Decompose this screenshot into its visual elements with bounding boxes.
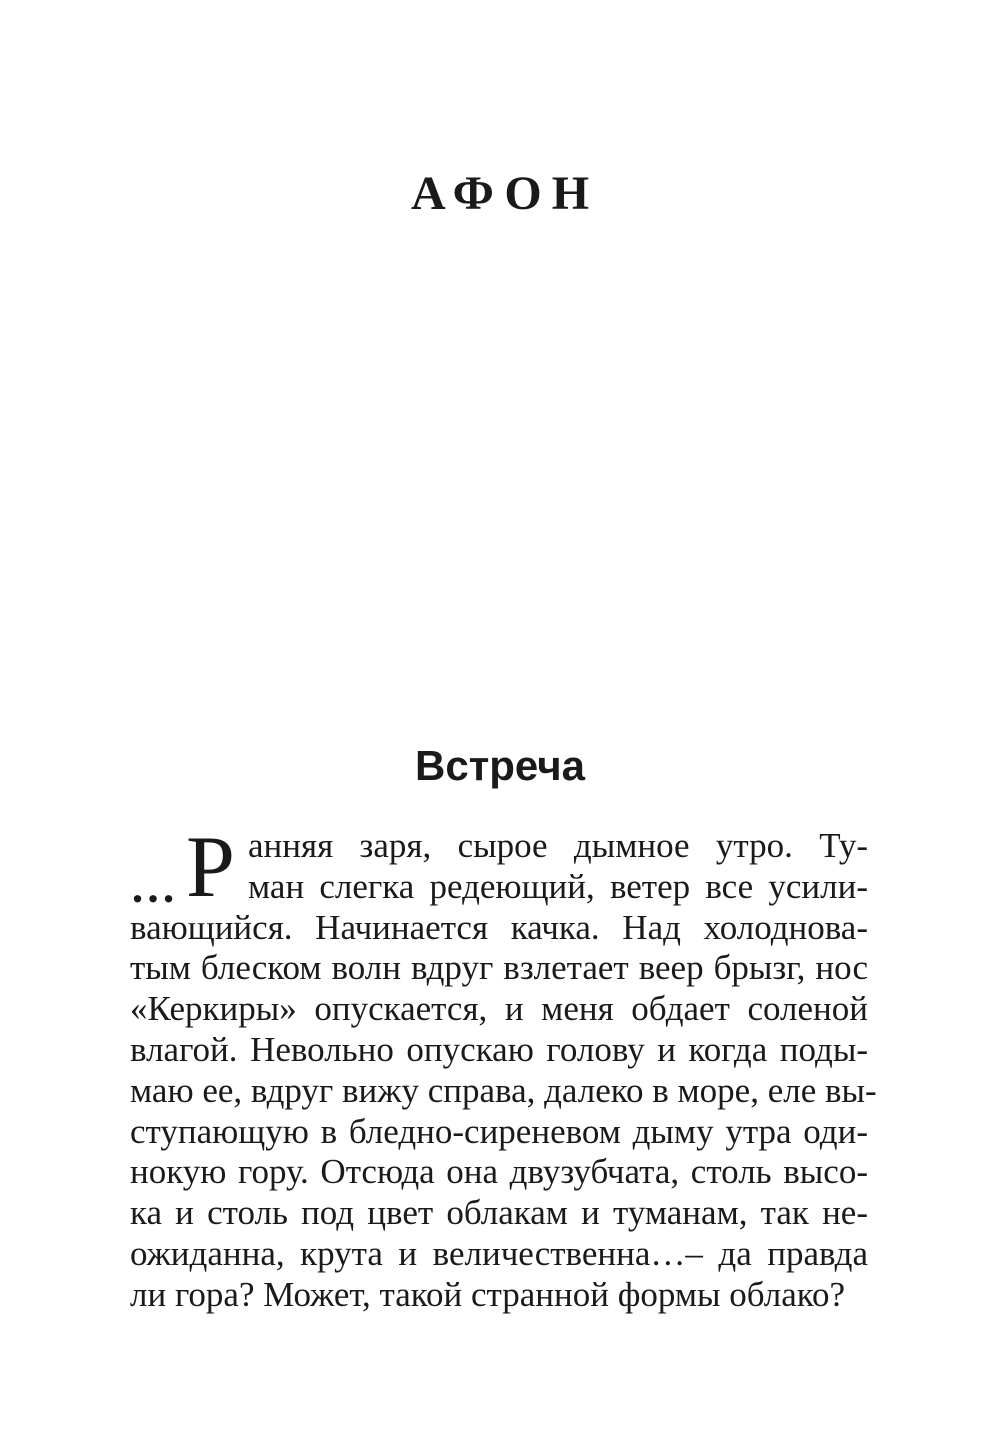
text-line: маю ее, вдруг вижу справа, далеко в море, еле вы- bbox=[130, 1070, 877, 1110]
chapter-title: Встреча bbox=[415, 742, 585, 789]
text-line: вающийся. Начинается качка. Над холоднова- bbox=[130, 907, 868, 947]
text-line: «Керкиры» опускается, и меня обдает соленой bbox=[130, 989, 868, 1029]
chapter-text bbox=[130, 819, 877, 1316]
text-line: ка и столь под цвет облакам и туманам, так не- bbox=[130, 1193, 868, 1233]
text-line: ступающую в бледно-сиреневом дыму утра оди- bbox=[130, 1111, 868, 1151]
drop-cap-letter: Р bbox=[186, 819, 235, 916]
text-line: нокую гору. Отсюда она двузубчата, столь высо- bbox=[130, 1152, 868, 1192]
part-title: АФОН bbox=[410, 167, 600, 220]
text-line: ожиданна, крута и величественна…– да правда bbox=[130, 1233, 868, 1273]
text-line: ман слегка редеющий, ветер все усили- bbox=[248, 866, 868, 906]
drop-cap-block bbox=[130, 819, 868, 916]
text-line: тым блеском волн вдруг взлетает веер брызг, нос bbox=[130, 948, 868, 988]
text-line: влагой. Невольно опускаю голову и когда поды- bbox=[130, 1029, 868, 1069]
drop-cap bbox=[130, 819, 242, 916]
text-line: анняя заря, сырое дымное утро. Ту- bbox=[248, 826, 868, 865]
drop-cap-ellipsis: … bbox=[130, 861, 179, 912]
text-line: ли гора? Может, такой странной формы облако? bbox=[130, 1274, 846, 1314]
